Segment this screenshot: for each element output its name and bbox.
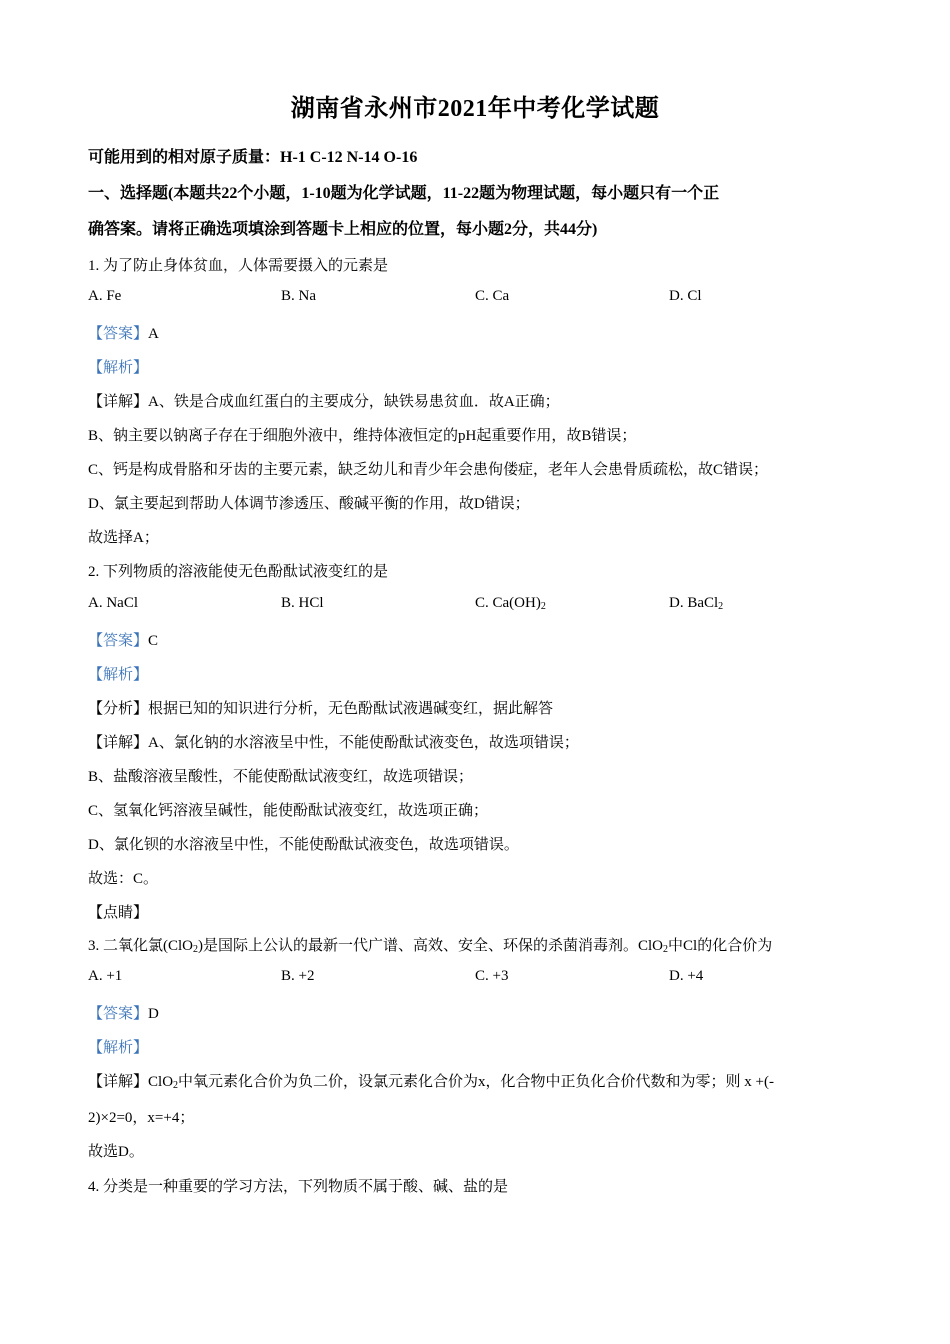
detail-tag: 【详解】 xyxy=(88,1074,149,1090)
q1-conclusion: 故选择A； xyxy=(88,530,159,546)
q2-answer-line xyxy=(88,629,158,650)
q2-detail-a-text: A、氯化钠的水溶液呈中性，不能使酚酞试液变色，故选项错误； xyxy=(148,735,579,751)
q1-stem: 1. 为了防止身体贫血，人体需要摄入的元素是 xyxy=(88,258,389,274)
q2-answer: C xyxy=(148,633,159,649)
q1-option-d: D. Cl xyxy=(669,288,702,304)
q1-detail-a-text: A、铁是合成血红蛋白的主要成分，缺铁易患贫血．故A正确； xyxy=(148,394,560,410)
q2-detail-a xyxy=(88,731,579,752)
q2-analysis-line xyxy=(88,663,148,684)
q3-stem xyxy=(88,934,772,955)
q2-dianjing-line: 【点睛】 xyxy=(88,905,149,921)
q3-option-c: C. +3 xyxy=(475,968,509,984)
q1-detail-c: C、钙是构成骨胳和牙齿的主要元素，缺乏幼儿和青少年会患佝偻症，老年人会患骨质疏松，故C错误； xyxy=(88,462,769,478)
q1-option-b: B. Na xyxy=(281,288,316,304)
detail-tag: 【详解】 xyxy=(88,735,149,751)
detail-tag: 【详解】 xyxy=(88,394,149,410)
q1-option-c: C. Ca xyxy=(475,288,510,304)
q3-detail-part1: ClO xyxy=(148,1074,174,1090)
q1-detail-a xyxy=(88,390,560,411)
q4-stem: 4. 分类是一种重要的学习方法，下列物质不属于酸、碱、盐的是 xyxy=(88,1179,509,1195)
q2-option-c-sub: 2 xyxy=(540,601,546,612)
q2-option-a: A. NaCl xyxy=(88,595,138,611)
analysis-tag: 【解析】 xyxy=(88,360,149,376)
section-header-line-1: 一、选择题(本题共22个小题，1-10题为化学试题，11-22题为物理试题，每小题只有一个正 xyxy=(88,185,720,202)
q1-analysis-line xyxy=(88,356,148,377)
q3-detail-sub: 2 xyxy=(173,1080,179,1091)
q2-conclusion: 故选：C。 xyxy=(88,871,159,887)
analysis-tag: 【解析】 xyxy=(88,667,149,683)
q1-answer: A xyxy=(148,326,159,342)
q3-conclusion: 故选D。 xyxy=(88,1144,144,1160)
section-header-line-2: 确答案。请将正确选项填涂到答题卡上相应的位置，每小题2分，共44分) xyxy=(88,221,598,238)
q3-detail-part2: 中氧元素化合价为负二价，设氯元素化合价为x，化合物中正负化合价代数和为零；则 x +(- xyxy=(178,1074,774,1090)
q2-detail-d: D、氯化钡的水溶液呈中性，不能使酚酞试液变色，故选项错误。 xyxy=(88,837,519,853)
q3-analysis-line xyxy=(88,1036,148,1057)
q2-option-d-text: D. BaCl xyxy=(669,595,719,611)
answer-tag: 【答案】 xyxy=(88,326,149,342)
q2-stem: 2. 下列物质的溶液能使无色酚酞试液变红的是 xyxy=(88,564,389,580)
page-title: 湖南省永州市2021年中考化学试题 xyxy=(290,96,660,122)
answer-tag: 【答案】 xyxy=(88,633,149,649)
q3-stem-part3: 中Cl的化合价为 xyxy=(668,938,773,954)
q1-detail-d: D、氯主要起到帮助人体调节渗透压、酸碱平衡的作用，故D错误； xyxy=(88,496,530,512)
q2-option-c xyxy=(475,595,546,612)
q2-detail-b: B、盐酸溶液呈酸性，不能使酚酞试液变红，故选项错误； xyxy=(88,769,474,785)
answer-tag: 【答案】 xyxy=(88,1006,149,1022)
q3-stem-sub1: 2 xyxy=(193,944,199,955)
fenxi-tag: 【分析】 xyxy=(88,701,149,717)
q1-detail-b: B、钠主要以钠离子存在于细胞外液中，维持体液恒定的pH起重要作用，故B错误； xyxy=(88,428,637,444)
q3-answer-line xyxy=(88,1002,159,1023)
q1-answer-line xyxy=(88,322,159,343)
q3-option-a: A. +1 xyxy=(88,968,123,984)
q1-option-a: A. Fe xyxy=(88,288,122,304)
q2-option-d xyxy=(669,595,723,612)
q3-option-b: B. +2 xyxy=(281,968,315,984)
atomic-mass-line: 可能用到的相对原子质量：H-1 C-12 N-14 O-16 xyxy=(88,149,418,166)
q3-stem-sub2: 2 xyxy=(663,944,669,955)
q2-detail-c: C、氢氧化钙溶液呈碱性，能使酚酞试液变红，故选项正确； xyxy=(88,803,489,819)
q3-stem-part2: )是国际上公认的最新一代广谱、高效、安全、环保的杀菌消毒剂。ClO xyxy=(198,938,664,954)
q3-answer: D xyxy=(148,1006,159,1022)
q2-option-c-text: C. Ca(OH) xyxy=(475,595,541,611)
q3-detail-line-1 xyxy=(88,1070,774,1091)
q2-fenxi-text: 根据已知的知识进行分析，无色酚酞试液遇碱变红，据此解答 xyxy=(148,701,554,717)
q2-fenxi-line xyxy=(88,697,553,718)
q2-option-b: B. HCl xyxy=(281,595,324,611)
q3-stem-part1: 3. 二氧化氯(ClO xyxy=(88,938,194,954)
q2-option-d-sub: 2 xyxy=(718,601,724,612)
analysis-tag: 【解析】 xyxy=(88,1040,149,1056)
q3-option-d: D. +4 xyxy=(669,968,704,984)
q3-detail-line-2: 2)×2=0，x=+4； xyxy=(88,1110,195,1126)
